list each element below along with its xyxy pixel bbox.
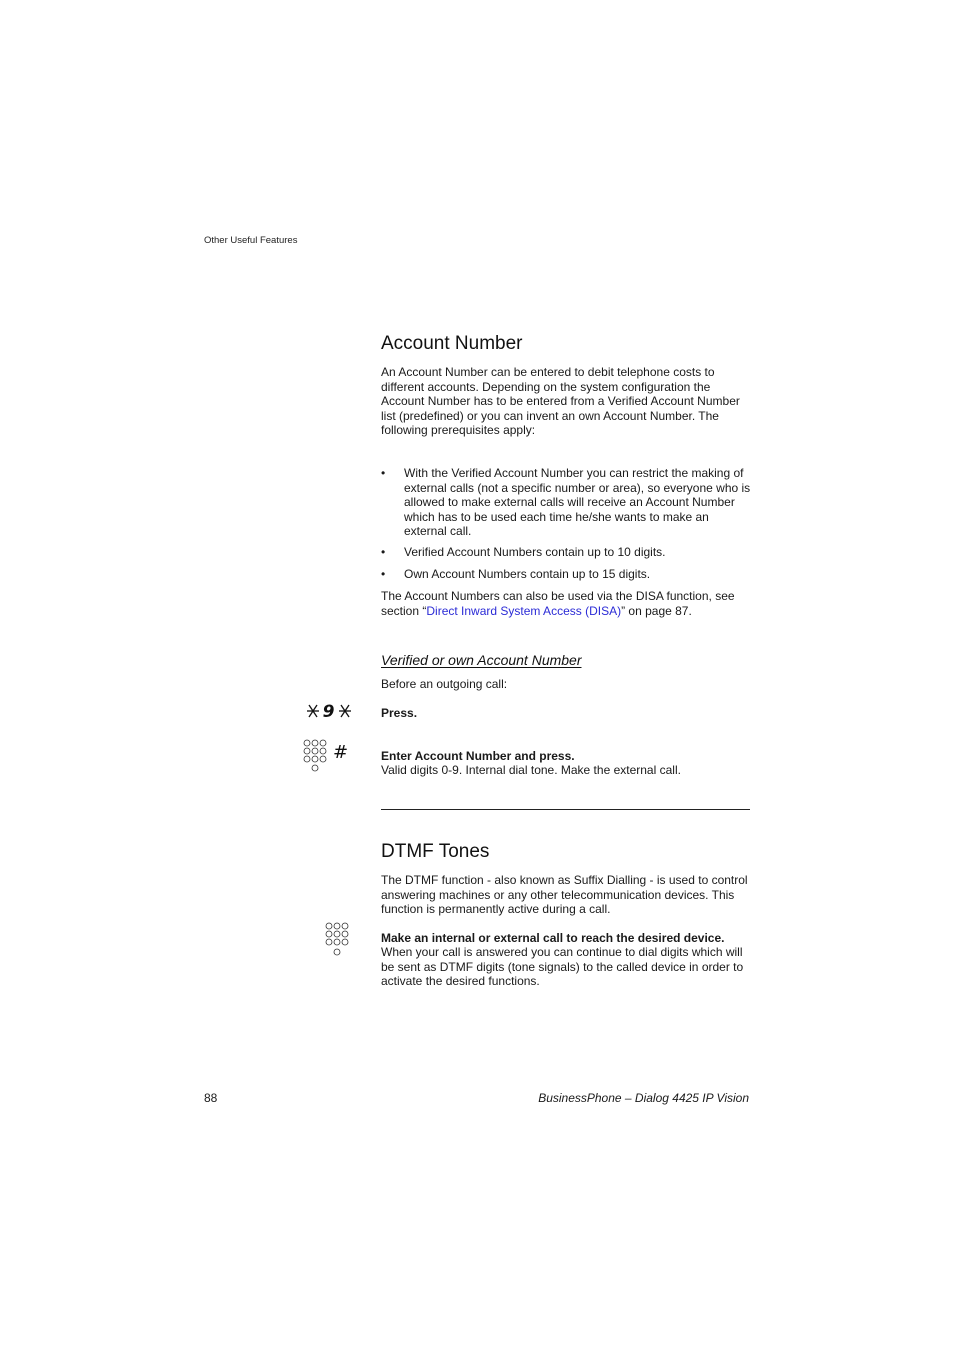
dtmf-intro: The DTMF function - also known as Suffix Dialling - is used to control answering machines or any other telecommunication devices. This function is permanently active during a call. [381,873,748,916]
disa-note-after: ” on page 87. [621,603,692,618]
bullet-icon: • [381,545,386,559]
enter-account-number-label: Enter Account Number and press. [381,749,575,763]
list-item-text: Verified Account Numbers contain up to 10 digits. [404,545,666,559]
section-title-account-number: Account Number [381,333,523,354]
keypad-icon [303,739,329,773]
subheading-verified-account-number: Verified or own Account Number [381,652,582,668]
list-item [381,567,753,582]
list-item-text: Own Account Numbers contain up to 15 digits. [404,567,651,581]
list-item-text: With the Verified Account Number you can restrict the making of external calls (not a specific number or area), so everyone who is allowed to make external calls will receive an Account Number which has to be used each time he/she wants to make an external call. [404,466,751,538]
list-item [381,545,753,560]
list-item [381,466,753,539]
disa-link[interactable]: Direct Inward System Access (DISA) [426,603,622,618]
keypad-icon [325,922,351,956]
account-number-intro: An Account Number can be entered to debit telephone costs to different accounts. Depending on the system configuration the Account Number has to be entered from a Verified Account Number list (predefined) or you can invent an own Account Number. The following prerequisites apply: [381,365,740,437]
dtmf-step-label: Make an internal or external call to reach the desired device. [381,931,725,945]
section-divider [381,809,750,810]
enter-account-number-detail: Valid digits 0-9. Internal dial tone. Make the external call. [381,763,681,777]
section-title-dtmf-tones: DTMF Tones [381,841,490,862]
svg-text:9: 9 [322,702,335,721]
bullet-icon: • [381,567,386,581]
product-name: BusinessPhone – Dialog 4425 IP Vision [538,1091,749,1105]
disa-note-before: The Account Numbers can also be used via the DISA function, see section “ [381,589,735,618]
running-header: Other Useful Features [204,235,298,246]
dtmf-step-detail: When your call is answered you can continue to dial digits which will be sent as DTMF digits (tone signals) to the called device in order to activate the desired functions. [381,945,744,988]
before-call-text: Before an outgoing call: [381,677,508,691]
star-nine-star-keys-icon [306,701,352,721]
bullet-icon: • [381,466,386,480]
hash-key-icon: # [333,742,349,763]
page-number: 88 [204,1091,218,1105]
disa-note [381,589,753,618]
step-press-label: Press. [381,706,418,720]
